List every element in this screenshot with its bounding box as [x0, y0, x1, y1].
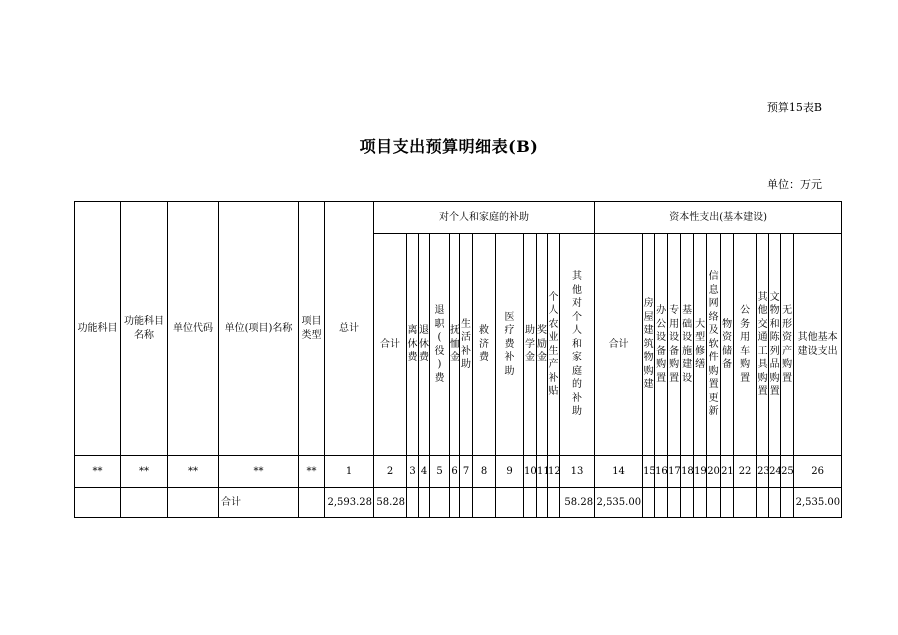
header-func-subject: 功能科目	[75, 202, 121, 456]
header-scholarship: 助 学 金	[524, 234, 537, 456]
header-special-equip: 专 用 设 备 购 置	[668, 234, 681, 456]
code-cell: **	[75, 456, 121, 488]
page-title: 项目支出预算明细表(B)	[359, 137, 539, 156]
header-other-personal: 其 他 对 个 人 和 家 庭 的 补 助	[560, 234, 595, 456]
code-cell: 2	[374, 456, 407, 488]
code-cell: 15	[643, 456, 655, 488]
header-retired: 退 休 费	[419, 234, 430, 456]
header-retirement: 离 休 费	[407, 234, 419, 456]
header-cultural-relics: 文 物 和 陈 列 品 购 置	[769, 234, 781, 456]
unit-label: 单位：万元	[767, 178, 822, 191]
header-unit-project-name: 单位(项目)名称	[219, 202, 299, 456]
code-cell: 7	[460, 456, 473, 488]
code-cell: **	[168, 456, 219, 488]
header-official-car: 公 务 用 车 购 置	[734, 234, 757, 456]
code-cell: 13	[560, 456, 595, 488]
header-reward: 奖 励 金	[537, 234, 548, 456]
other-capital-value: 2,535.00	[794, 488, 842, 518]
code-cell: **	[121, 456, 168, 488]
form-number: 预算15表B	[766, 101, 822, 114]
code-cell: 12	[548, 456, 560, 488]
header-unit-code: 单位代码	[168, 202, 219, 456]
header-living-allowance: 生 活 补 助	[460, 234, 473, 456]
group-capital-expenditure: 资本性支出(基本建设)	[595, 202, 842, 234]
table-row-codes	[75, 456, 842, 488]
header-project-type: 项目类型	[299, 202, 325, 456]
code-cell: 5	[430, 456, 450, 488]
code-cell: 21	[721, 456, 734, 488]
header-material-reserve: 物 资 储 备	[721, 234, 734, 456]
code-cell: 3	[407, 456, 419, 488]
header-office-equip: 办 公 设 备 购 置	[655, 234, 668, 456]
code-cell: **	[219, 456, 299, 488]
header-relief: 救 济 费	[473, 234, 496, 456]
header-resign: 退 职 ( 役 ) 费	[430, 234, 450, 456]
capital-subtotal-value: 2,535.00	[595, 488, 643, 518]
code-cell: 8	[473, 456, 496, 488]
code-cell: 23	[757, 456, 769, 488]
group-personal-subsidy: 对个人和家庭的补助	[374, 202, 595, 234]
header-agri-subsidy: 个 人 农 业 生 产 补 贴	[548, 234, 560, 456]
code-cell: **	[299, 456, 325, 488]
code-cell: 1	[325, 456, 374, 488]
header-pension: 抚 恤 金	[450, 234, 460, 456]
code-cell: 6	[450, 456, 460, 488]
header-func-subject-name: 功能科目名称	[121, 202, 168, 456]
header-major-repair: 大 型 修 缮	[694, 234, 707, 456]
header-medical: 医 疗 费 补 助	[496, 234, 524, 456]
budget-table	[74, 201, 842, 518]
header-intangible: 无 形 资 产 购 置	[781, 234, 794, 456]
header-housing: 房 屋 建 筑 物 购 建	[643, 234, 655, 456]
header-personal-subtotal: 合计	[374, 234, 407, 456]
other-personal-value: 58.28	[560, 488, 595, 518]
code-cell: 14	[595, 456, 643, 488]
total-row-label: 合计	[219, 488, 299, 518]
table-row-total	[75, 488, 842, 518]
code-cell: 16	[655, 456, 668, 488]
total-value: 2,593.28	[325, 488, 374, 518]
code-cell: 18	[681, 456, 694, 488]
code-cell: 22	[734, 456, 757, 488]
code-cell: 25	[781, 456, 794, 488]
code-cell: 10	[524, 456, 537, 488]
code-cell: 9	[496, 456, 524, 488]
code-cell: 24	[769, 456, 781, 488]
personal-subtotal-value: 58.28	[374, 488, 407, 518]
header-other-capital: 其他基本建设支出	[794, 234, 842, 456]
code-cell: 19	[694, 456, 707, 488]
header-total: 总计	[325, 202, 374, 456]
code-cell: 20	[707, 456, 721, 488]
header-infrastructure: 基 础 设 施 建 设	[681, 234, 694, 456]
code-cell: 26	[794, 456, 842, 488]
header-other-transport: 其 他 交 通 工 具 购 置	[757, 234, 769, 456]
header-capital-subtotal: 合计	[595, 234, 643, 456]
header-it-network: 信 息 网 络 及 软 件 购 置 更 新	[707, 234, 721, 456]
code-cell: 17	[668, 456, 681, 488]
code-cell: 11	[537, 456, 548, 488]
code-cell: 4	[419, 456, 430, 488]
